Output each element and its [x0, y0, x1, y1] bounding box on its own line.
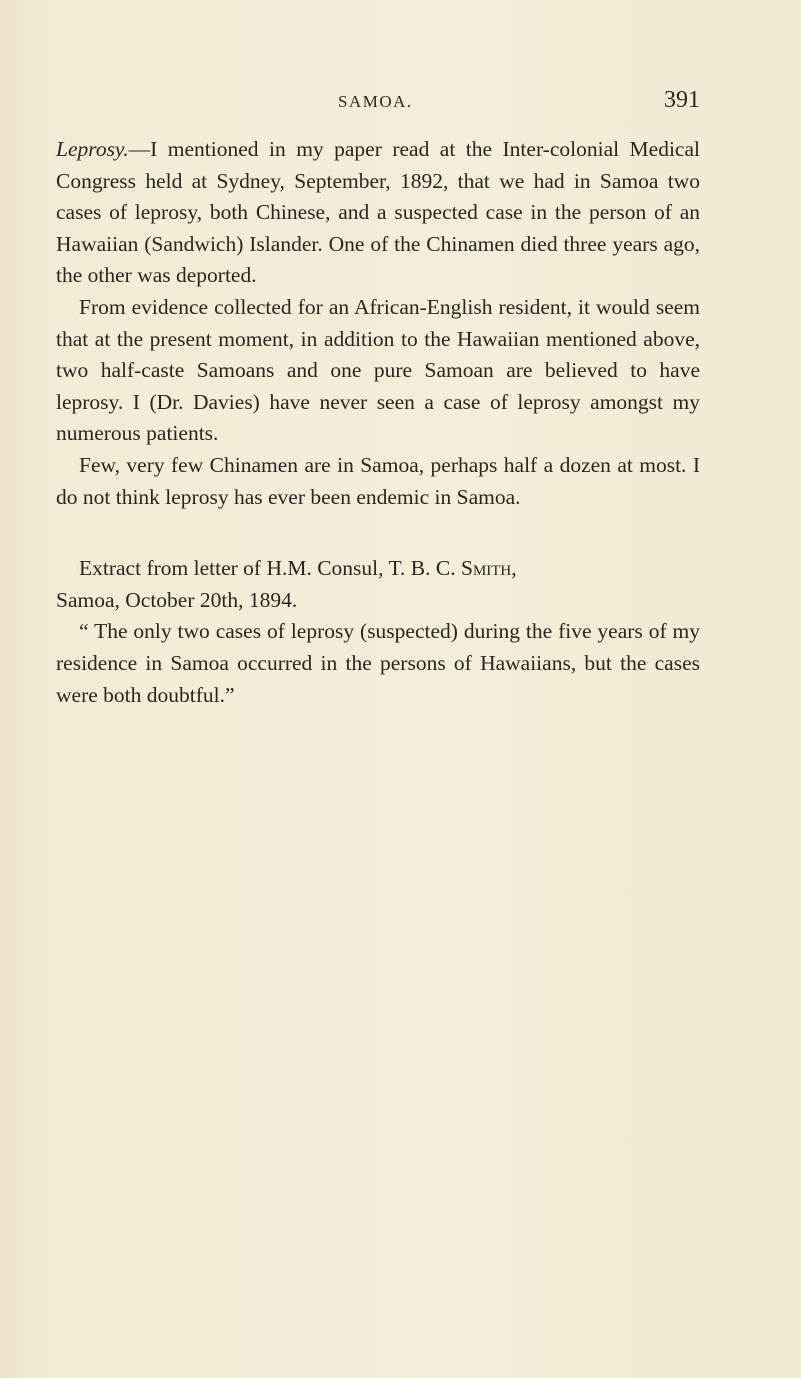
running-title: SAMOA. — [338, 92, 413, 111]
section-lead: Leprosy. — [56, 137, 129, 161]
paragraph-chinamen: Few, very few Chinamen are in Samoa, perhaps half a dozen at most. I do not think leprosy has ever been endemic in Samoa. — [56, 452, 700, 509]
extract-quote: “ The only two cases of leprosy (suspected) during the five years of my residence in Samoa occurred in the persons of Hawaiians, but the cases were both doubtful.” — [56, 619, 700, 707]
consul-name: Smith — [460, 556, 512, 581]
page-number: 391 — [664, 87, 700, 113]
extract-heading — [56, 553, 700, 585]
section-gap — [56, 513, 700, 553]
extract-intro: Extract from letter of H.M. Consul, T. B. C. — [79, 556, 461, 581]
paragraph-leprosy — [56, 134, 700, 292]
extract-intro-end: , — [511, 556, 517, 581]
paragraph-evidence: From evidence collected for an African-English resident, it would seem that at the present moment, in addition to the Hawaiian mentioned above, two half-caste Samoans and one pure Samoan are believed to have leprosy. I (Dr. Davies) have never seen a case of leprosy amongst my numerous patients. — [56, 294, 700, 446]
body-text — [56, 134, 700, 711]
running-head — [0, 88, 801, 118]
paragraph-text: —I mentioned in my paper read at the Inter-colonial Medical Congress held at Sydney, September, 1892, that we had in Samoa two cases of leprosy, both Chinese, and a suspected case in the person of an Hawaiian (Sandwich) Islander. One of the Chinamen died three years ago, the other was deported. — [56, 137, 700, 288]
extract-place-date: Samoa, October 20th, 1894. — [56, 587, 298, 612]
